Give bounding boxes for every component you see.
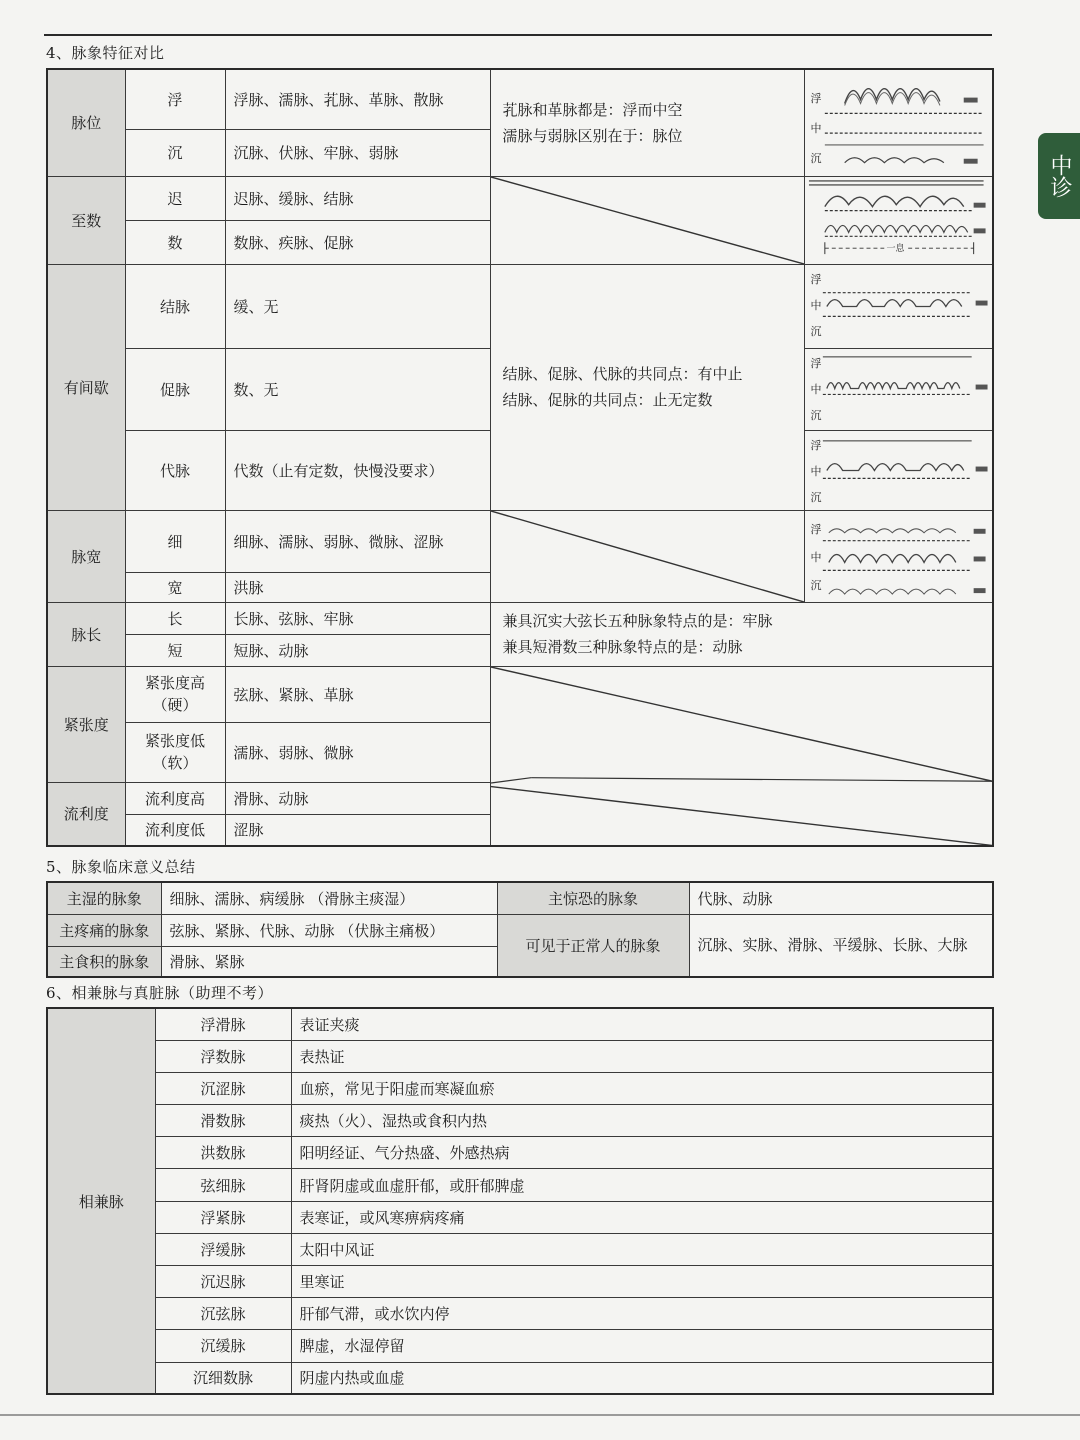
- side-tab: [1038, 133, 1080, 219]
- empty-diagonal-cell: [490, 176, 804, 264]
- pulse-name-cell: 浮缓脉: [155, 1233, 291, 1265]
- waveform-chi-shu: [804, 176, 993, 264]
- pulse-feature-table: [46, 68, 994, 847]
- meaning-cell: 脾虚，水湿停留: [291, 1330, 993, 1362]
- table-row: [47, 1298, 993, 1330]
- pulse-name-cell: 浮滑脉: [155, 1008, 291, 1040]
- pulses-cell: 缓、无: [225, 264, 490, 348]
- sub-cell: 浮: [125, 69, 225, 129]
- sub-line: （软）: [152, 754, 198, 772]
- wave-label-fu: 浮: [810, 438, 822, 452]
- note-cell: [490, 69, 804, 176]
- pulse-name-cell: 洪数脉: [155, 1137, 291, 1169]
- pulses-cell: 濡脉、弱脉、微脉: [225, 722, 490, 782]
- label-cell: 可见于正常人的脉象: [497, 914, 689, 977]
- wave-label-chen: 沉: [810, 408, 822, 422]
- pulse-name-cell: 弦细脉: [155, 1169, 291, 1201]
- meaning-cell: 肝郁气滞，或水饮内停: [291, 1298, 993, 1330]
- sub-cell: 数: [125, 220, 225, 264]
- note-line: 兼具短滑数三种脉象特点的是：动脉: [502, 638, 743, 656]
- wave-label-zhong: 中: [810, 298, 822, 312]
- category-cell: 脉位: [47, 69, 125, 176]
- meaning-cell: 阴虚内热或血虚: [291, 1362, 993, 1394]
- wave-label-chen: 沉: [810, 152, 822, 165]
- meaning-cell: 阳明经证、气分热盛、外感热病: [291, 1137, 993, 1169]
- note-line: 濡脉与弱脉区别在于：脉位: [502, 126, 683, 145]
- empty-diagonal-cell: [490, 666, 993, 846]
- table-row: [47, 1105, 993, 1137]
- category-cell: 紧张度: [47, 666, 125, 782]
- pulses-cell: 数脉、疾脉、促脉: [225, 220, 490, 264]
- sub-line: 紧张度低: [144, 732, 205, 750]
- pulse-name-cell: 沉迟脉: [155, 1266, 291, 1298]
- pulses-cell: 涩脉: [225, 814, 490, 846]
- table-row: [47, 69, 993, 129]
- sub-cell: 迟: [125, 176, 225, 220]
- table-row: [47, 666, 993, 722]
- meaning-cell: 太阳中风证: [291, 1233, 993, 1265]
- sub-cell: 流利度高: [125, 782, 225, 814]
- meaning-cell: 表寒证，或风寒痹病疼痛: [291, 1201, 993, 1233]
- table-row: [47, 1137, 993, 1169]
- meaning-cell: 血瘀，常见于阳虚而寒凝血瘀: [291, 1072, 993, 1104]
- wave-label-chen: 沉: [810, 490, 822, 504]
- table-row: [47, 1266, 993, 1298]
- value-cell: 弦脉、紧脉、代脉、动脉 （伏脉主痛极）: [161, 914, 497, 946]
- pulses-cell: 沉脉、伏脉、牢脉、弱脉: [225, 129, 490, 176]
- table-row: [47, 1072, 993, 1104]
- sub-line: 紧张度高: [144, 674, 205, 692]
- waveform-dai: [804, 430, 993, 510]
- wave-label-one-breath: 一息: [886, 243, 905, 254]
- sub-cell: 短: [125, 634, 225, 666]
- sub-cell: 结脉: [125, 264, 225, 348]
- table-row: [47, 1040, 993, 1072]
- combined-pulse-body: [47, 1008, 993, 1394]
- table-row: [47, 1362, 993, 1394]
- diagonal-line: [491, 511, 804, 602]
- note-line: 结脉、促脉的共同点：止无定数: [502, 391, 713, 409]
- pulse-name-cell: 滑数脉: [155, 1105, 291, 1137]
- sub-cell: [125, 666, 225, 722]
- table-row: [47, 176, 993, 220]
- category-cell: 有间歇: [47, 264, 125, 510]
- category-cell: 至数: [47, 176, 125, 264]
- pulse-name-cell: 沉缓脉: [155, 1330, 291, 1362]
- wave-label-zhong: 中: [810, 550, 822, 564]
- meaning-cell: 里寒证: [291, 1266, 993, 1298]
- empty-diagonal-cell: [490, 510, 804, 602]
- pulse-name-cell: 浮数脉: [155, 1040, 291, 1072]
- bottom-rule: [0, 1414, 1080, 1416]
- diagonal-lines: [491, 667, 993, 846]
- meaning-cell: 表证夹痰: [291, 1008, 993, 1040]
- table-row: [47, 1233, 993, 1265]
- section4-title: 4、脉象特征对比: [46, 44, 165, 62]
- wave-label-zhong: 中: [810, 464, 822, 478]
- pulses-cell: 弦脉、紧脉、革脉: [225, 666, 490, 722]
- wave-label-fu: 浮: [810, 92, 822, 105]
- waveform-fu-chen: [804, 69, 993, 176]
- sub-cell: 促脉: [125, 348, 225, 430]
- sub-cell: 细: [125, 510, 225, 572]
- sub-cell: [125, 722, 225, 782]
- label-cell: 主湿的脉象: [47, 882, 161, 914]
- table-row: [47, 510, 993, 572]
- section5-title: 5、脉象临床意义总结: [46, 858, 196, 876]
- pulse-wave-graphic: [805, 265, 993, 348]
- note-line: 芤脉和革脉都是：浮而中空: [502, 100, 683, 119]
- category-cell: 脉宽: [47, 510, 125, 602]
- sub-line: （硬）: [152, 696, 198, 714]
- note-line: 兼具沉实大弦长五种脉象特点的是：牢脉: [502, 612, 773, 630]
- wave-label-chen: 沉: [810, 578, 822, 592]
- wave-label-fu: 浮: [810, 272, 822, 286]
- note-cell: [490, 602, 993, 666]
- waveform-width: [804, 510, 993, 602]
- category-cell: 相兼脉: [47, 1008, 155, 1394]
- meaning-cell: 肝肾阴虚或血虚肝郁，或肝郁脾虚: [291, 1169, 993, 1201]
- sub-cell: 长: [125, 602, 225, 634]
- sub-cell: 流利度低: [125, 814, 225, 846]
- pulse-name-cell: 沉细数脉: [155, 1362, 291, 1394]
- side-tab-label: 中诊: [1047, 154, 1072, 198]
- pulse-name-cell: 沉涩脉: [155, 1072, 291, 1104]
- meaning-cell: 痰热（火）、湿热或食积内热: [291, 1105, 993, 1137]
- pulse-name-cell: 沉弦脉: [155, 1298, 291, 1330]
- pulses-cell: 长脉、弦脉、牢脉: [225, 602, 490, 634]
- wave-label-fu: 浮: [810, 522, 822, 536]
- pulses-cell: 迟脉、缓脉、结脉: [225, 176, 490, 220]
- meaning-cell: 表热证: [291, 1040, 993, 1072]
- pulses-cell: 滑脉、动脉: [225, 782, 490, 814]
- note-line: 结脉、促脉、代脉的共同点：有中止: [502, 365, 743, 383]
- table-row: [47, 914, 993, 946]
- category-cell: 脉长: [47, 602, 125, 666]
- table-row: [47, 1169, 993, 1201]
- wave-label-fu: 浮: [810, 356, 822, 370]
- note-cell: [490, 264, 804, 510]
- pulses-cell: 洪脉: [225, 572, 490, 602]
- table-row: [47, 602, 993, 634]
- sub-cell: 宽: [125, 572, 225, 602]
- label-cell: 主疼痛的脉象: [47, 914, 161, 946]
- diagonal-line: [491, 177, 804, 264]
- pulses-cell: 短脉、动脉: [225, 634, 490, 666]
- pulses-cell: 数、无: [225, 348, 490, 430]
- pulses-cell: 细脉、濡脉、弱脉、微脉、涩脉: [225, 510, 490, 572]
- waveform-cu: [804, 348, 993, 430]
- pulse-name-cell: 浮紧脉: [155, 1201, 291, 1233]
- pulses-cell: 代数（止有定数，快慢没要求）: [225, 430, 490, 510]
- wave-label-zhong: 中: [810, 122, 822, 135]
- value-cell: 沉脉、实脉、滑脉、平缓脉、长脉、大脉: [689, 914, 993, 977]
- waveform-jie: [804, 264, 993, 348]
- clinical-significance-table: [46, 881, 994, 978]
- table-row: [47, 264, 993, 348]
- section6-title: 6、相兼脉与真脏脉（助理不考）: [46, 984, 274, 1002]
- wave-label-chen: 沉: [810, 324, 822, 338]
- table-row: [47, 1330, 993, 1362]
- sub-cell: 沉: [125, 129, 225, 176]
- table-row: [47, 1008, 993, 1040]
- value-cell: 代脉、动脉: [689, 882, 993, 914]
- sub-cell: 代脉: [125, 430, 225, 510]
- combined-pulse-table: [46, 1007, 994, 1395]
- label-cell: 主惊恐的脉象: [497, 882, 689, 914]
- table-row: [47, 1201, 993, 1233]
- label-cell: 主食积的脉象: [47, 946, 161, 977]
- pulses-cell: 浮脉、濡脉、芤脉、革脉、散脉: [225, 69, 490, 129]
- category-cell: 流利度: [47, 782, 125, 846]
- pulse-wave-graphic: [805, 511, 993, 602]
- pulse-wave-graphic: [805, 70, 993, 176]
- pulse-wave-graphic: [805, 349, 993, 430]
- top-rule: [44, 34, 992, 36]
- wave-label-zhong: 中: [810, 382, 822, 396]
- table-row: [47, 882, 993, 914]
- pulse-wave-graphic: [805, 431, 993, 510]
- value-cell: 细脉、濡脉、病缓脉 （滑脉主痰湿）: [161, 882, 497, 914]
- value-cell: 滑脉、紧脉: [161, 946, 497, 977]
